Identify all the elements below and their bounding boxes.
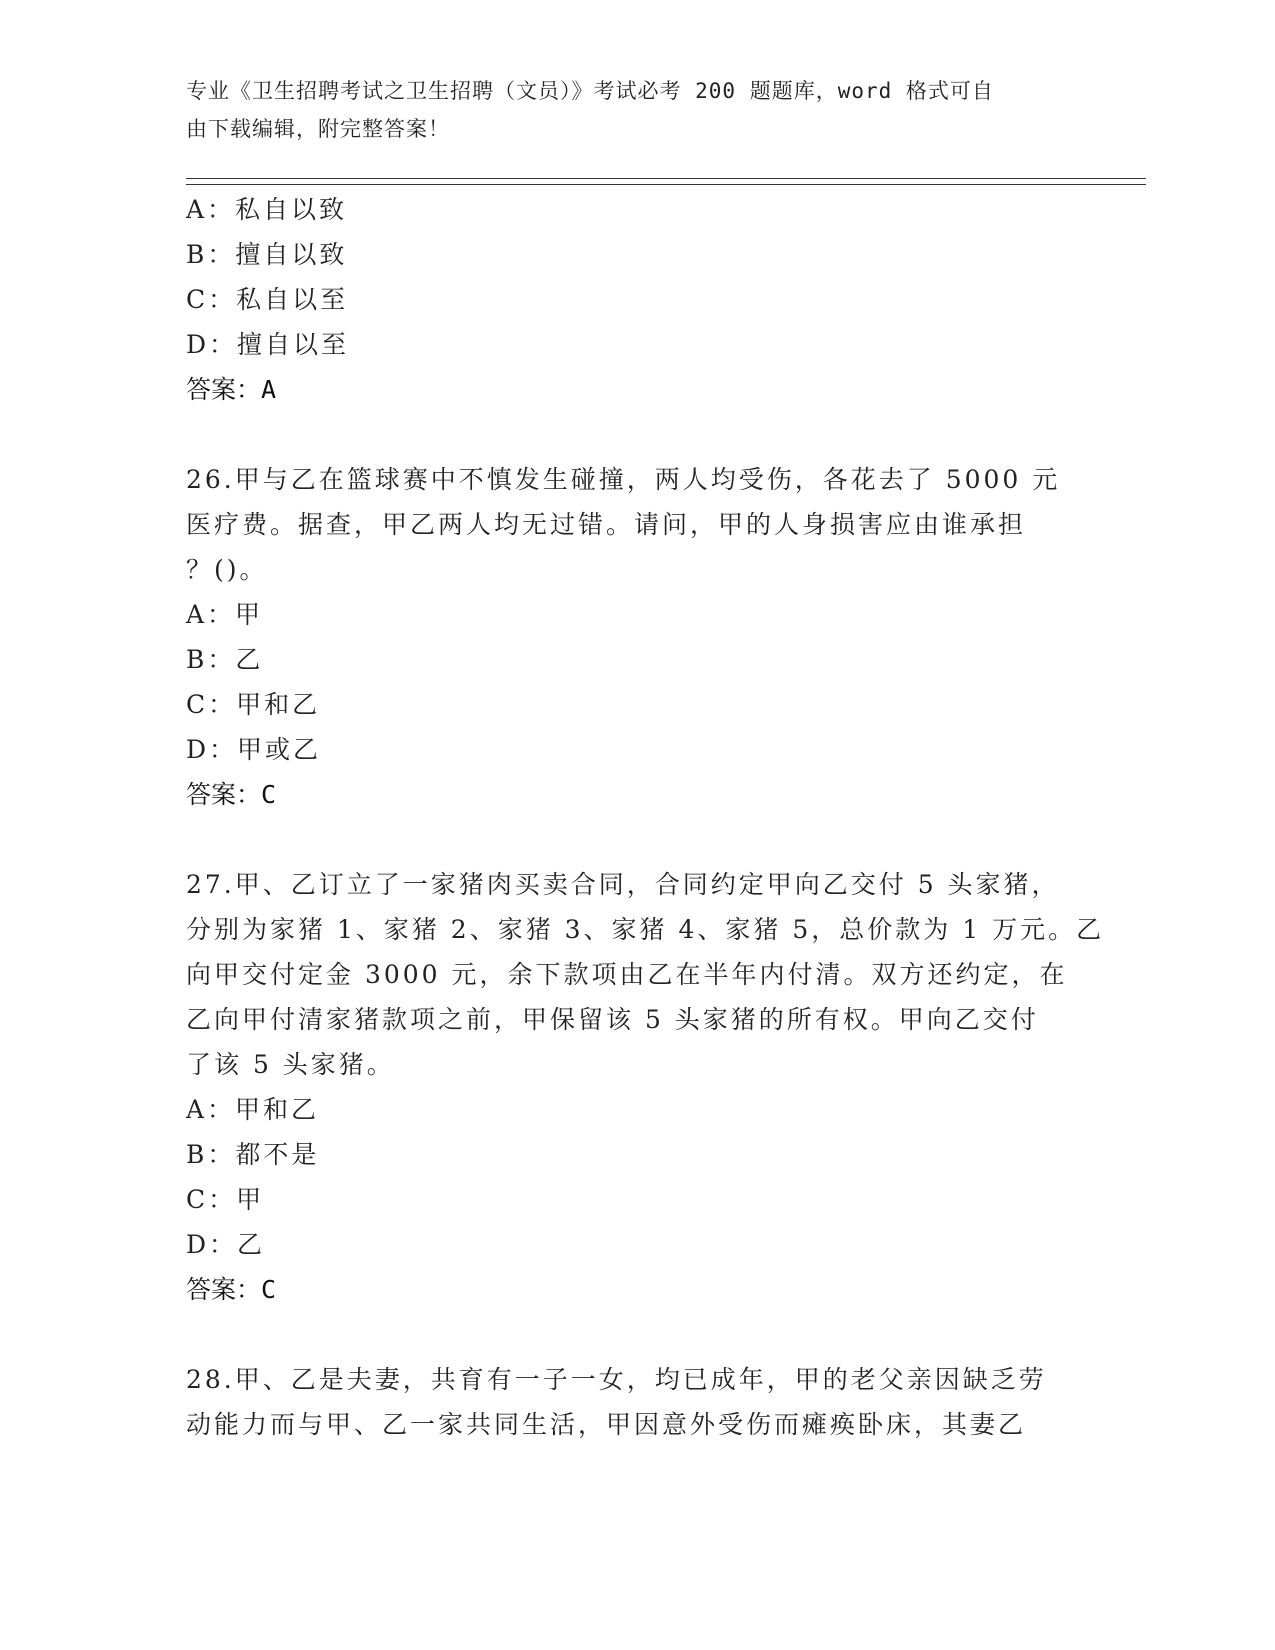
spacer: [186, 817, 1086, 862]
header-divider-bottom: [186, 184, 1146, 185]
option-b: B：都不是: [186, 1140, 320, 1169]
option-b: B：擅自以致: [186, 240, 348, 269]
answer-value: C: [261, 780, 277, 809]
answer-value: A: [261, 375, 277, 404]
option-c: C：甲和乙: [186, 690, 321, 719]
answer-label: 答案：: [186, 780, 262, 809]
header-line-2: 由下载编辑，附完整答案！: [186, 117, 450, 141]
question-28: [186, 1357, 1086, 1447]
question-text-line: 动能力而与甲、乙一家共同生活，甲因意外受伤而瘫痪卧床，其妻乙: [186, 1410, 1027, 1439]
option-d: D：擅自以至: [186, 330, 350, 359]
question-text-line: 向甲交付定金 3000 元，余下款项由乙在半年内付清。双方还约定，在: [186, 960, 1068, 989]
answer-label: 答案：: [186, 375, 262, 404]
option-d: D：乙: [186, 1230, 266, 1259]
header-divider-top: [186, 178, 1146, 179]
question-list: [186, 187, 1105, 1447]
answer-value: C: [261, 1275, 277, 1304]
option-a: A：甲: [186, 600, 264, 629]
question-text-line: 分别为家猪 1、家猪 2、家猪 3、家猪 4、家猪 5，总价款为 1 万元。乙: [186, 915, 1105, 944]
option-c: C：私自以至: [186, 285, 349, 314]
question-text-line: 医疗费。据查，甲乙两人均无过错。请问，甲的人身损害应由谁承担: [186, 510, 1027, 539]
question-text-line: 了该 5 头家猪。: [186, 1050, 395, 1079]
question-text-line: 28.甲、乙是夫妻，共育有一子一女，均已成年，甲的老父亲因缺乏劳: [186, 1365, 1047, 1394]
option-d: D：甲或乙: [186, 735, 322, 764]
option-c: C：甲: [186, 1185, 265, 1214]
answer-line: [186, 1267, 1086, 1312]
question-text-line: 乙向甲付清家猪款项之前，甲保留该 5 头家猪的所有权。甲向乙交付: [186, 1005, 1039, 1034]
question-text-line: 26.甲与乙在篮球赛中不慎发生碰撞，两人均受伤，各花去了 5000 元: [186, 465, 1061, 494]
option-a: A：甲和乙: [186, 1095, 320, 1124]
answer-line: [186, 772, 1086, 817]
document-header: [186, 72, 1066, 148]
answer-line: [186, 367, 1086, 412]
answer-label: 答案：: [186, 1275, 262, 1304]
question-26: [186, 457, 1086, 817]
header-line-1: 专业《卫生招聘考试之卫生招聘（文员）》考试必考 200 题题库，word 格式可自: [186, 79, 994, 103]
option-b: B：乙: [186, 645, 264, 674]
spacer: [186, 1312, 1086, 1357]
option-a: A：私自以致: [186, 195, 348, 224]
question-text-line: 27.甲、乙订立了一家猪肉买卖合同，合同约定甲向乙交付 5 头家猪，: [186, 870, 1060, 899]
question-text-line: ？()。: [186, 555, 268, 584]
question-27: [186, 862, 1105, 1312]
spacer: [186, 412, 1086, 457]
question-25: [186, 187, 1086, 412]
